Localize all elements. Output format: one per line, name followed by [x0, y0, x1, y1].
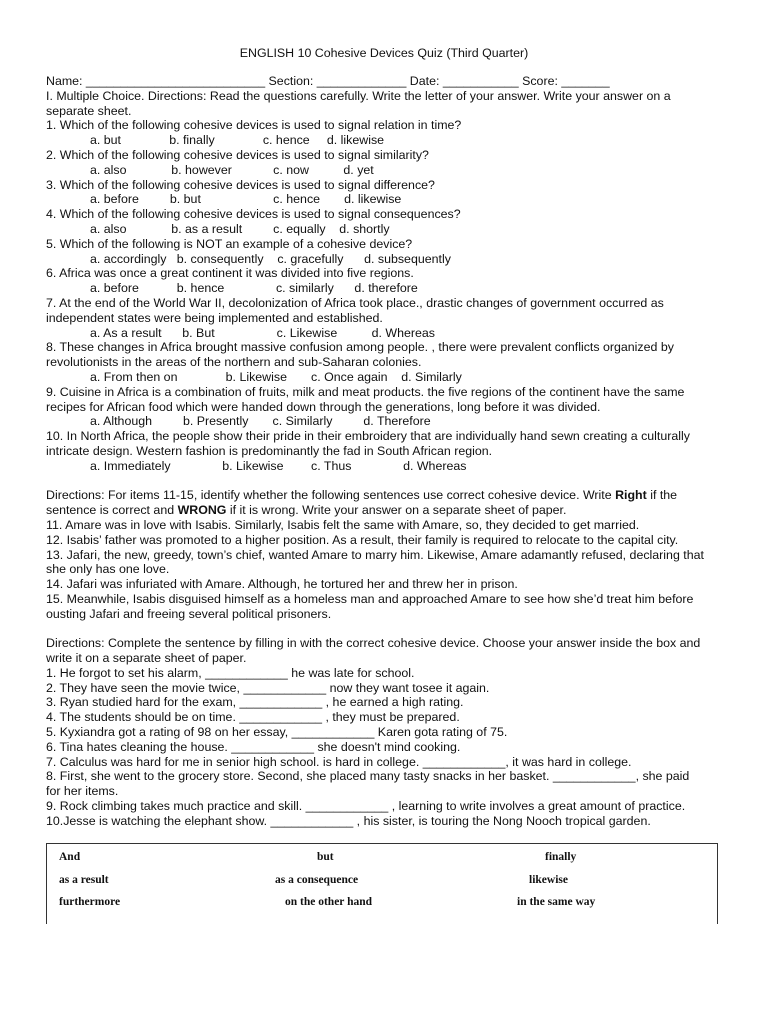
- wrong-keyword: WRONG: [177, 503, 227, 518]
- mc-question: [46, 296, 706, 340]
- fill-item: 3. Ryan studied hard for the exam, ____________ , he earned a high rating.: [46, 695, 464, 710]
- fill-item: 9. Rock climbing takes much practice and skill. ____________ , learning to write involves a great amount of practice.: [46, 799, 686, 814]
- fill-item: 7. Calculus was hard for me in senior high school. is hard in college. ____________, it was hard in college.: [46, 754, 632, 769]
- section-gap: [46, 474, 706, 489]
- part1-directions: I. Multiple Choice. Directions: Read the questions carefully. Write the letter of your answer. Write your answer on a separate sheet.: [46, 88, 671, 118]
- mc-question: [46, 148, 706, 178]
- right-keyword: Right: [615, 488, 647, 503]
- word-choice: likewise: [529, 874, 568, 886]
- answer-options: a. but b. finally c. hence d. likewise: [90, 133, 385, 148]
- question-text: 5. Which of the following is NOT an example of a cohesive device?: [46, 236, 413, 251]
- header-fields-line: Name: __________________________ Section: _____________ Date: ___________ Score: _______: [46, 74, 610, 88]
- mc-question: [46, 266, 706, 296]
- word-choice: on the other hand: [285, 896, 373, 908]
- part2-directions-a: Directions: For items 11-15, identify whether the following sentences use correct cohesive device. Write: [46, 488, 616, 503]
- tf-item: 12. Isabis’ father was promoted to a higher position. As a result, their family is required to relocate to the capital city.: [46, 532, 679, 547]
- answer-options: a. accordingly b. consequently c. gracefully d. subsequently: [90, 251, 451, 266]
- question-text: 1. Which of the following cohesive devices is used to signal relation in time?: [46, 118, 462, 133]
- question-text: 9. Cuisine in Africa is a combination of fruits, milk and meat products. the five regions of the continent have the same recipes for African food which were handed down through the generations, long before it was divided.: [46, 384, 685, 414]
- mc-question: [46, 178, 706, 208]
- fill-item: 8. First, she went to the grocery store. Second, she placed many tasty snacks in her basket. ____________, she paid for her items.: [46, 769, 690, 799]
- page-title: ENGLISH 10 Cohesive Devices Quiz (Third Quarter): [239, 46, 529, 60]
- fill-item: 10.Jesse is watching the elephant show. ____________ , his sister, is touring the Nong Nooch tropical garden.: [46, 813, 651, 828]
- answer-options: a. As a result b. But c. Likewise d. Whereas: [90, 325, 436, 340]
- answer-options: a. Immediately b. Likewise c. Thus d. Whereas: [90, 458, 467, 473]
- answer-options: a. From then on b. Likewise c. Once again d. Similarly: [90, 369, 462, 384]
- question-text: 3. Which of the following cohesive devices is used to signal difference?: [46, 177, 435, 192]
- fill-item: 6. Tina hates cleaning the house. ____________ she doesn't mind cooking.: [46, 739, 461, 754]
- tf-item: 15. Meanwhile, Isabis disguised himself as a homeless man and approached Amare to see how she’d treat him before ousting Jafari and freeing several political prisoners.: [46, 591, 694, 621]
- word-choice-box: [46, 843, 718, 924]
- part2-directions-c: if it is wrong. Write your answer on a separate sheet of paper.: [226, 503, 567, 518]
- question-text: 6. Africa was once a great continent it was divided into five regions.: [46, 266, 414, 281]
- mc-question: [46, 340, 706, 384]
- mc-question: [46, 237, 706, 267]
- question-text: 7. At the end of the World War II, decolonization of Africa took place., drastic changes of government occurred as independent states were being implemented and established.: [46, 295, 664, 325]
- mc-question: [46, 207, 706, 237]
- question-text: 4. Which of the following cohesive devices is used to signal consequences?: [46, 207, 461, 222]
- tf-item: 14. Jafari was infuriated with Amare. Although, he tortured her and threw her in prison.: [46, 577, 518, 592]
- word-choice: as a result: [59, 874, 109, 886]
- fill-item: 4. The students should be on time. ____________ , they must be prepared.: [46, 710, 460, 725]
- part2-directions-b: if the sentence is correct and: [46, 488, 678, 518]
- part2-directions: [46, 488, 706, 518]
- word-choice: but: [317, 851, 334, 863]
- word-choice: furthermore: [59, 896, 121, 908]
- answer-options: a. before b. hence c. similarly d. therefore: [90, 281, 418, 296]
- answer-options: a. Although b. Presently c. Similarly d. Therefore: [90, 414, 431, 429]
- question-text: 2. Which of the following cohesive devices is used to signal similarity?: [46, 147, 429, 162]
- question-text: 8. These changes in Africa brought massive confusion among people. , there were prevalent conflicts organized by revolutionists in the areas of the northern and sub-Saharan colonies.: [46, 340, 674, 370]
- quiz-body: [46, 74, 706, 829]
- fill-item: 5. Kyxiandra got a rating of 98 on her essay, ____________ Karen gota rating of 75.: [46, 725, 508, 740]
- tf-item: 11. Amare was in love with Isabis. Similarly, Isabis felt the same with Amare, so, they decided to get married.: [46, 517, 640, 532]
- answer-options: a. also b. as a result c. equally d. shortly: [90, 221, 390, 236]
- tf-item: 13. Jafari, the new, greedy, town’s chief, wanted Amare to marry him. Likewise, Amare adamantly refused, declaring that she only has one love.: [46, 547, 704, 577]
- fill-item: 1. He forgot to set his alarm, ____________ he was late for school.: [46, 665, 415, 680]
- fill-item: 2. They have seen the movie twice, ____________ now they want tosee it again.: [46, 680, 490, 695]
- mc-question: [46, 429, 706, 473]
- word-choice: And: [59, 851, 81, 863]
- answer-options: a. also b. however c. now d. yet: [90, 162, 374, 177]
- word-choice: in the same way: [517, 896, 596, 908]
- section-gap: [46, 621, 706, 636]
- part3-directions: Directions: Complete the sentence by filling in with the correct cohesive device. Choose your answer inside the box and write it on a separate sheet of paper.: [46, 636, 701, 666]
- word-choice: as a consequence: [275, 874, 359, 886]
- question-text: 10. In North Africa, the people show their pride in their embroidery that are individually hand sewn creating a culturally intricate design. Western fashion is predominantly the fad in South African region.: [46, 429, 690, 458]
- mc-question: [46, 385, 706, 429]
- word-choice: finally: [545, 851, 577, 863]
- mc-question: [46, 118, 706, 148]
- answer-options: a. before b. but c. hence d. likewise: [90, 192, 402, 207]
